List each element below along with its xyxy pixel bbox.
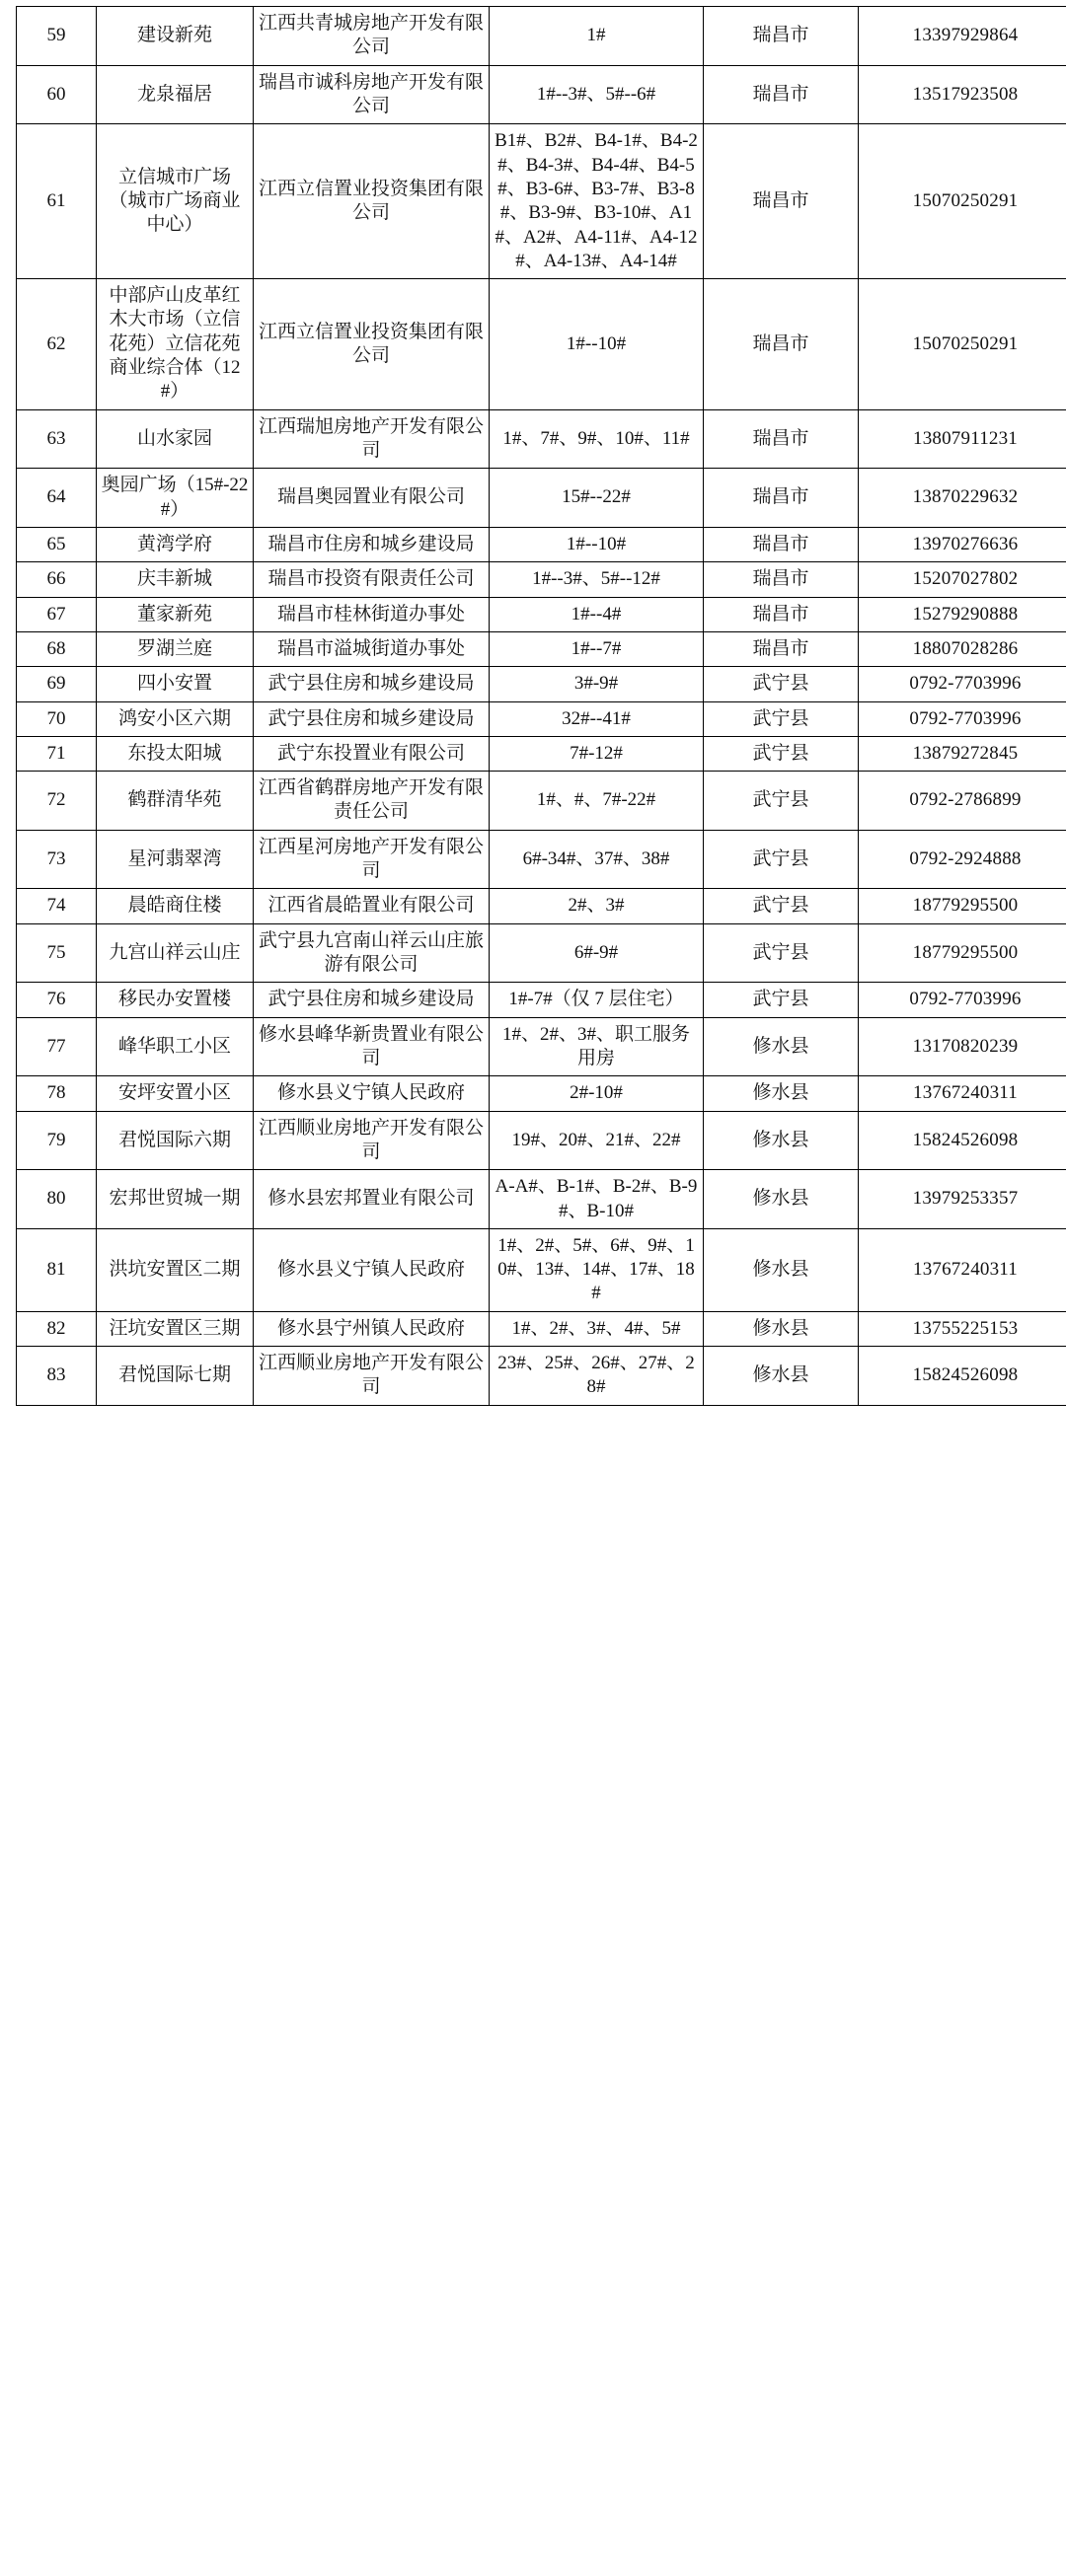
project-name: 君悦国际七期 (97, 1347, 254, 1406)
row-index: 75 (17, 923, 97, 983)
project-name: 庆丰新城 (97, 562, 254, 597)
developer-name: 江西省鹤群房地产开发有限责任公司 (254, 772, 490, 831)
contact-phone: 15279290888 (859, 597, 1066, 631)
project-name: 罗湖兰庭 (97, 631, 254, 666)
row-index: 82 (17, 1311, 97, 1346)
building-nos: B1#、B2#、B4-1#、B4-2#、B4-3#、B4-4#、B4-5#、B3-6#、B3-7#、B3-8#、B3-9#、B3-10#、A1#、A2#、A4-11#、A4-12#、A4-13#、A4-14# (490, 124, 704, 279)
developer-name: 瑞昌市住房和城乡建设局 (254, 527, 490, 561)
project-name: 董家新苑 (97, 597, 254, 631)
row-index: 74 (17, 889, 97, 923)
contact-phone: 18779295500 (859, 923, 1066, 983)
building-nos: 1#--4# (490, 597, 704, 631)
developer-name: 修水县峰华新贵置业有限公司 (254, 1017, 490, 1076)
project-name: 山水家园 (97, 409, 254, 469)
area-name: 瑞昌市 (704, 631, 859, 666)
table-row (17, 279, 1066, 410)
contact-phone: 13767240311 (859, 1076, 1066, 1111)
developer-name: 江西共青城房地产开发有限公司 (254, 7, 490, 66)
area-name: 武宁县 (704, 736, 859, 771)
building-nos: A-A#、B-1#、B-2#、B-9#、B-10# (490, 1170, 704, 1229)
building-nos: 1#、2#、3#、4#、5# (490, 1311, 704, 1346)
project-name: 汪坑安置区三期 (97, 1311, 254, 1346)
building-nos: 6#-34#、37#、38# (490, 830, 704, 889)
row-index: 66 (17, 562, 97, 597)
table-row (17, 736, 1066, 771)
contact-phone: 13870229632 (859, 469, 1066, 528)
table-row (17, 1311, 1066, 1346)
table-row (17, 983, 1066, 1017)
contact-phone: 0792-2924888 (859, 830, 1066, 889)
project-name: 鸿安小区六期 (97, 701, 254, 736)
row-index: 71 (17, 736, 97, 771)
developer-name: 修水县宁州镇人民政府 (254, 1311, 490, 1346)
area-name: 修水县 (704, 1170, 859, 1229)
area-name: 武宁县 (704, 923, 859, 983)
area-name: 瑞昌市 (704, 527, 859, 561)
developer-name: 瑞昌市溢城街道办事处 (254, 631, 490, 666)
row-index: 63 (17, 409, 97, 469)
developer-name: 瑞昌市诚科房地产开发有限公司 (254, 65, 490, 124)
building-nos: 1# (490, 7, 704, 66)
contact-phone: 15824526098 (859, 1111, 1066, 1170)
building-nos: 1#-7#（仅 7 层住宅） (490, 983, 704, 1017)
table-row (17, 562, 1066, 597)
row-index: 69 (17, 667, 97, 701)
area-name: 瑞昌市 (704, 7, 859, 66)
building-nos: 1#、2#、5#、6#、9#、10#、13#、14#、17#、18# (490, 1228, 704, 1311)
project-name: 四小安置 (97, 667, 254, 701)
table-row (17, 124, 1066, 279)
table-row (17, 1111, 1066, 1170)
project-registry-table (16, 6, 1066, 1406)
row-index: 76 (17, 983, 97, 1017)
building-nos: 1#--3#、5#--12# (490, 562, 704, 597)
row-index: 67 (17, 597, 97, 631)
table-row (17, 923, 1066, 983)
project-name: 鹤群清华苑 (97, 772, 254, 831)
row-index: 61 (17, 124, 97, 279)
contact-phone: 15070250291 (859, 124, 1066, 279)
table-row (17, 1017, 1066, 1076)
developer-name: 江西省晨皓置业有限公司 (254, 889, 490, 923)
table-row (17, 631, 1066, 666)
developer-name: 江西瑞旭房地产开发有限公司 (254, 409, 490, 469)
table-row (17, 409, 1066, 469)
contact-phone: 13807911231 (859, 409, 1066, 469)
row-index: 60 (17, 65, 97, 124)
row-index: 70 (17, 701, 97, 736)
project-name: 立信城市广场（城市广场商业中心） (97, 124, 254, 279)
building-nos: 15#--22# (490, 469, 704, 528)
contact-phone: 18807028286 (859, 631, 1066, 666)
area-name: 修水县 (704, 1347, 859, 1406)
developer-name: 修水县义宁镇人民政府 (254, 1228, 490, 1311)
building-nos: 2#、3# (490, 889, 704, 923)
project-name: 建设新苑 (97, 7, 254, 66)
row-index: 81 (17, 1228, 97, 1311)
project-name: 奥园广场（15#-22#） (97, 469, 254, 528)
developer-name: 武宁县住房和城乡建设局 (254, 701, 490, 736)
building-nos: 6#-9# (490, 923, 704, 983)
row-index: 64 (17, 469, 97, 528)
table-row (17, 889, 1066, 923)
project-name: 安坪安置小区 (97, 1076, 254, 1111)
area-name: 修水县 (704, 1017, 859, 1076)
developer-name: 瑞昌市桂林街道办事处 (254, 597, 490, 631)
contact-phone: 0792-7703996 (859, 701, 1066, 736)
area-name: 修水县 (704, 1228, 859, 1311)
contact-phone: 13397929864 (859, 7, 1066, 66)
project-name: 宏邦世贸城一期 (97, 1170, 254, 1229)
table-row (17, 65, 1066, 124)
row-index: 79 (17, 1111, 97, 1170)
building-nos: 1#--10# (490, 279, 704, 410)
contact-phone: 13879272845 (859, 736, 1066, 771)
developer-name: 瑞昌市投资有限责任公司 (254, 562, 490, 597)
building-nos: 1#--7# (490, 631, 704, 666)
contact-phone: 15824526098 (859, 1347, 1066, 1406)
developer-name: 武宁县住房和城乡建设局 (254, 983, 490, 1017)
project-name: 龙泉福居 (97, 65, 254, 124)
table-row (17, 1228, 1066, 1311)
table-row (17, 667, 1066, 701)
building-nos: 7#-12# (490, 736, 704, 771)
contact-phone: 0792-7703996 (859, 667, 1066, 701)
area-name: 瑞昌市 (704, 469, 859, 528)
developer-name: 江西立信置业投资集团有限公司 (254, 279, 490, 410)
building-nos: 1#--10# (490, 527, 704, 561)
table-row (17, 1347, 1066, 1406)
document-page (0, 6, 1066, 1406)
area-name: 瑞昌市 (704, 409, 859, 469)
building-nos: 1#、7#、9#、10#、11# (490, 409, 704, 469)
project-name: 东投太阳城 (97, 736, 254, 771)
area-name: 武宁县 (704, 772, 859, 831)
building-nos: 3#-9# (490, 667, 704, 701)
table-row (17, 597, 1066, 631)
building-nos: 19#、20#、21#、22# (490, 1111, 704, 1170)
contact-phone: 13979253357 (859, 1170, 1066, 1229)
project-name: 黄湾学府 (97, 527, 254, 561)
area-name: 瑞昌市 (704, 279, 859, 410)
developer-name: 江西顺业房地产开发有限公司 (254, 1347, 490, 1406)
project-name: 中部庐山皮革红木大市场（立信花苑）立信花苑商业综合体（12#） (97, 279, 254, 410)
table-row (17, 527, 1066, 561)
table-row (17, 830, 1066, 889)
contact-phone: 13517923508 (859, 65, 1066, 124)
project-name: 移民办安置楼 (97, 983, 254, 1017)
area-name: 武宁县 (704, 701, 859, 736)
contact-phone: 0792-2786899 (859, 772, 1066, 831)
project-name: 星河翡翠湾 (97, 830, 254, 889)
contact-phone: 0792-7703996 (859, 983, 1066, 1017)
contact-phone: 13170820239 (859, 1017, 1066, 1076)
area-name: 修水县 (704, 1111, 859, 1170)
developer-name: 江西星河房地产开发有限公司 (254, 830, 490, 889)
table-row (17, 469, 1066, 528)
row-index: 59 (17, 7, 97, 66)
building-nos: 2#-10# (490, 1076, 704, 1111)
project-name: 君悦国际六期 (97, 1111, 254, 1170)
developer-name: 武宁县住房和城乡建设局 (254, 667, 490, 701)
row-index: 80 (17, 1170, 97, 1229)
project-name: 洪坑安置区二期 (97, 1228, 254, 1311)
row-index: 68 (17, 631, 97, 666)
area-name: 武宁县 (704, 667, 859, 701)
area-name: 瑞昌市 (704, 65, 859, 124)
contact-phone: 13755225153 (859, 1311, 1066, 1346)
contact-phone: 18779295500 (859, 889, 1066, 923)
area-name: 瑞昌市 (704, 597, 859, 631)
developer-name: 武宁东投置业有限公司 (254, 736, 490, 771)
developer-name: 江西立信置业投资集团有限公司 (254, 124, 490, 279)
building-nos: 32#--41# (490, 701, 704, 736)
developer-name: 瑞昌奥园置业有限公司 (254, 469, 490, 528)
developer-name: 修水县宏邦置业有限公司 (254, 1170, 490, 1229)
row-index: 78 (17, 1076, 97, 1111)
area-name: 武宁县 (704, 889, 859, 923)
table-row (17, 1170, 1066, 1229)
contact-phone: 15070250291 (859, 279, 1066, 410)
project-name: 峰华职工小区 (97, 1017, 254, 1076)
row-index: 72 (17, 772, 97, 831)
area-name: 武宁县 (704, 983, 859, 1017)
area-name: 瑞昌市 (704, 124, 859, 279)
area-name: 武宁县 (704, 830, 859, 889)
project-name: 九宫山祥云山庄 (97, 923, 254, 983)
contact-phone: 15207027802 (859, 562, 1066, 597)
building-nos: 1#、2#、3#、职工服务用房 (490, 1017, 704, 1076)
area-name: 修水县 (704, 1311, 859, 1346)
row-index: 77 (17, 1017, 97, 1076)
developer-name: 江西顺业房地产开发有限公司 (254, 1111, 490, 1170)
area-name: 修水县 (704, 1076, 859, 1111)
table-row (17, 701, 1066, 736)
row-index: 83 (17, 1347, 97, 1406)
building-nos: 23#、25#、26#、27#、28# (490, 1347, 704, 1406)
building-nos: 1#、#、7#-22# (490, 772, 704, 831)
contact-phone: 13970276636 (859, 527, 1066, 561)
building-nos: 1#--3#、5#--6# (490, 65, 704, 124)
row-index: 65 (17, 527, 97, 561)
table-body (17, 7, 1066, 1406)
project-name: 晨皓商住楼 (97, 889, 254, 923)
developer-name: 武宁县九宫南山祥云山庄旅游有限公司 (254, 923, 490, 983)
table-row (17, 7, 1066, 66)
table-row (17, 1076, 1066, 1111)
table-row (17, 772, 1066, 831)
row-index: 62 (17, 279, 97, 410)
area-name: 瑞昌市 (704, 562, 859, 597)
row-index: 73 (17, 830, 97, 889)
contact-phone: 13767240311 (859, 1228, 1066, 1311)
developer-name: 修水县义宁镇人民政府 (254, 1076, 490, 1111)
